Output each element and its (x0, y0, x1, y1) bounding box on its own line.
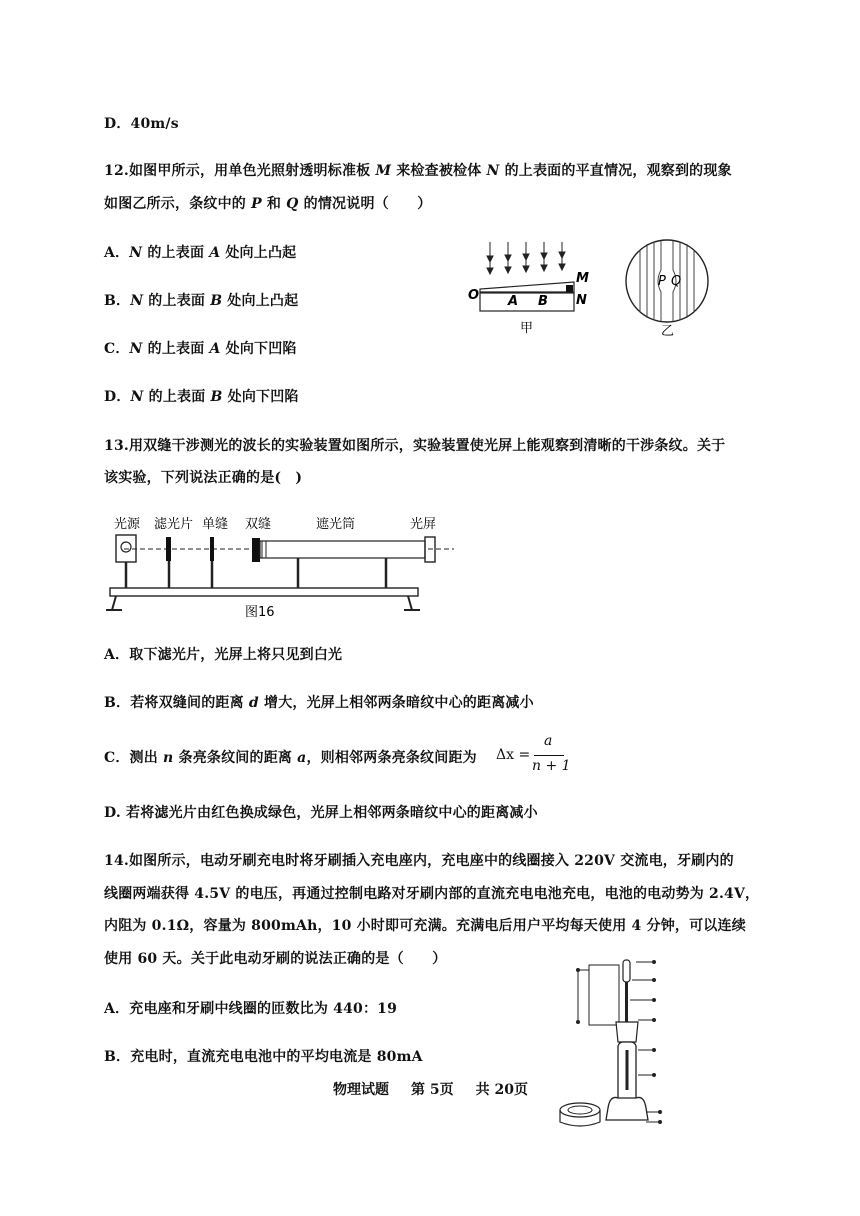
label-A: A (508, 294, 519, 309)
q11-option-d: D．40m/s (104, 116, 179, 132)
label-Q: Q (671, 274, 682, 289)
q14-stem-line2: 线圈两端获得 4.5V 的电压，再通过控制电路对牙刷内部的直流充电电池充电，电池的电动势为 2.4V， (104, 886, 760, 902)
q12-option-b: B．N 的上表面 B 处向上凸起 (104, 293, 299, 309)
q12-option-d: D．N 的上表面 B 处向下凹陷 (104, 389, 299, 405)
q13-stem-line2: 该实验，下列说法正确的是( ) (104, 470, 303, 486)
label-M: M (576, 271, 589, 286)
label-B: B (538, 294, 548, 309)
label-screen: 光屏 (410, 517, 437, 532)
q12-stem-line2: 如图乙所示，条纹中的 P 和 Q 的情况说明（ ） (104, 196, 432, 212)
figure-toothbrush (556, 950, 666, 1140)
caption-fig16: 图16 (245, 605, 275, 620)
label-O: O (468, 288, 480, 303)
label-N: N (576, 293, 587, 308)
q14-stem-line3: 内阻为 0.1Ω，容量为 800mAh，10 小时即可充满。充满电后用户平均每天使用 4 分钟，可以连续 (104, 918, 746, 934)
q12-option-c: C．N 的上表面 A 处向下凹陷 (104, 341, 297, 357)
q13-stem-line1: 13.用双缝干涉测光的波长的实验装置如图所示，实验装置使光屏上能观察到清晰的干涉条纹。关于 (104, 438, 726, 454)
caption-jia: 甲 (520, 321, 534, 336)
figure-double-slit-apparatus (102, 510, 462, 628)
label-tube: 遮光筒 (316, 517, 356, 532)
q13-option-b: B．若将双缝间的距离 d 增大，光屏上相邻两条暗纹中心的距离减小 (104, 695, 534, 711)
q13-option-a: A．取下滤光片，光屏上将只见到白光 (104, 647, 343, 663)
q14-option-b: B．充电时，直流充电电池中的平均电流是 80mA (104, 1049, 423, 1065)
q14-stem-line1: 14.如图所示，电动牙刷充电时将牙刷插入充电座内，充电座中的线圈接入 220V 交流电，牙刷内的 (104, 853, 734, 869)
footer-page: 第 5页 (411, 1082, 454, 1098)
q14-option-a: A．充电座和牙刷中线圈的匝数比为 440：19 (104, 1001, 398, 1017)
q13-option-d: D. 若将滤光片由红色换成绿色，光屏上相邻两条暗纹中心的距离减小 (104, 805, 538, 821)
page-footer (333, 1079, 550, 1099)
footer-total: 共 20页 (475, 1082, 528, 1098)
formula-numerator: a (544, 733, 553, 749)
q12-stem-line1: 12.如图甲所示，用单色光照射透明标准板 M 来检查被检体 N 的上表面的平直情况，观察到的现象 (104, 163, 732, 179)
label-single-slit: 单缝 (202, 517, 229, 532)
caption-yi: 乙 (661, 324, 675, 338)
q14-stem-line4: 使用 60 天。关于此电动牙刷的说法正确的是（ ） (104, 951, 447, 967)
formula-bar (534, 755, 564, 756)
formula-denominator: n + 1 (532, 758, 571, 774)
formula-lhs: Δx = (496, 747, 531, 763)
label-double-slit: 双缝 (245, 517, 272, 532)
footer-subject: 物理试题 (333, 1082, 389, 1098)
label-P: P (658, 274, 666, 289)
label-light-source: 光源 (114, 517, 141, 532)
figure-jia (466, 238, 590, 338)
figure-yi (622, 236, 714, 338)
label-filter: 滤光片 (154, 517, 194, 532)
q12-option-a: A．N 的上表面 A 处向上凸起 (104, 245, 297, 261)
q13-option-c: C．测出 n 条亮条纹间的距离 a，则相邻两条亮条纹间距为 (104, 750, 477, 766)
